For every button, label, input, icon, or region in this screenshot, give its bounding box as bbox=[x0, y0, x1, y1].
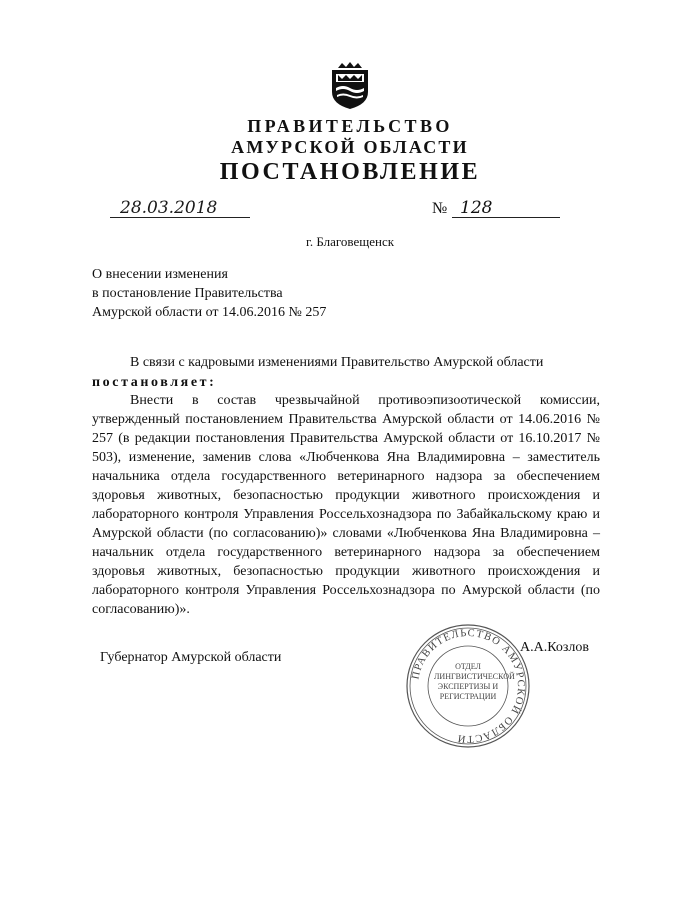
resolution-text: Внести в состав чрезвычайной противоэпизоотической комиссии, утвержденный постановлением Правительства Амурской области от 14.06.2016 № 257 (в редакции постановления Правительства Амурской области от 16.10.2017 № 503), изменение, заменив слова «Любченкова Яна Владимировна – заместитель начальника отдела государственного ветеринарного надзора за обеспечением здоровья животных, безопасностью продукции животного происхождения и лабораторного контроля Управления Россельхознадзора по Забайкальскому краю и Амурской области (по согласованию)» словами «Любченкова Яна Владимировна – начальник отдела государственного ветеринарного надзора за обеспечением здоровья животных, безопасностью продукции животного происхождения и лабораторного контроля Управления Россельхознадзора по Амурской области (по согласованию)». bbox=[92, 393, 600, 617]
stamp-ring-text: ПРАВИТЕЛЬСТВО АМУРСКОЙ ОБЛАСТИ bbox=[410, 627, 527, 745]
government-title: ПРАВИТЕЛЬСТВО bbox=[247, 116, 453, 136]
preamble: В связи с кадровыми изменениями Правительство Амурской области bbox=[130, 355, 544, 370]
number-underline bbox=[452, 217, 560, 218]
coat-of-arms-icon bbox=[328, 62, 372, 110]
date-underline bbox=[110, 217, 250, 218]
stamp-inner-text: ОТДЕЛ ЛИНГВИСТИЧЕСКОЙ ЭКСПЕРТИЗЫ И РЕГИСТРАЦИИ bbox=[434, 662, 515, 701]
document-subject bbox=[92, 265, 326, 322]
signatory-name: А.А.Козлов bbox=[520, 640, 589, 655]
document-number: 128 bbox=[460, 198, 493, 218]
subject-line: в постановление Правительства bbox=[92, 286, 283, 301]
document-type: ПОСТАНОВЛЕНИЕ bbox=[219, 159, 481, 185]
document-date: 28.03.2018 bbox=[120, 198, 218, 218]
signatory-title: Губернатор Амурской области bbox=[100, 650, 282, 665]
subject-line: Амурской области от 14.06.2016 № 257 bbox=[92, 305, 327, 320]
subject-line: О внесении изменения bbox=[92, 267, 228, 282]
number-sign: № bbox=[432, 200, 448, 217]
official-stamp bbox=[404, 622, 532, 750]
resolves-word: постановляет: bbox=[92, 375, 217, 390]
city: г. Благовещенск bbox=[305, 234, 395, 249]
region-title: АМУРСКОЙ ОБЛАСТИ bbox=[231, 137, 469, 157]
